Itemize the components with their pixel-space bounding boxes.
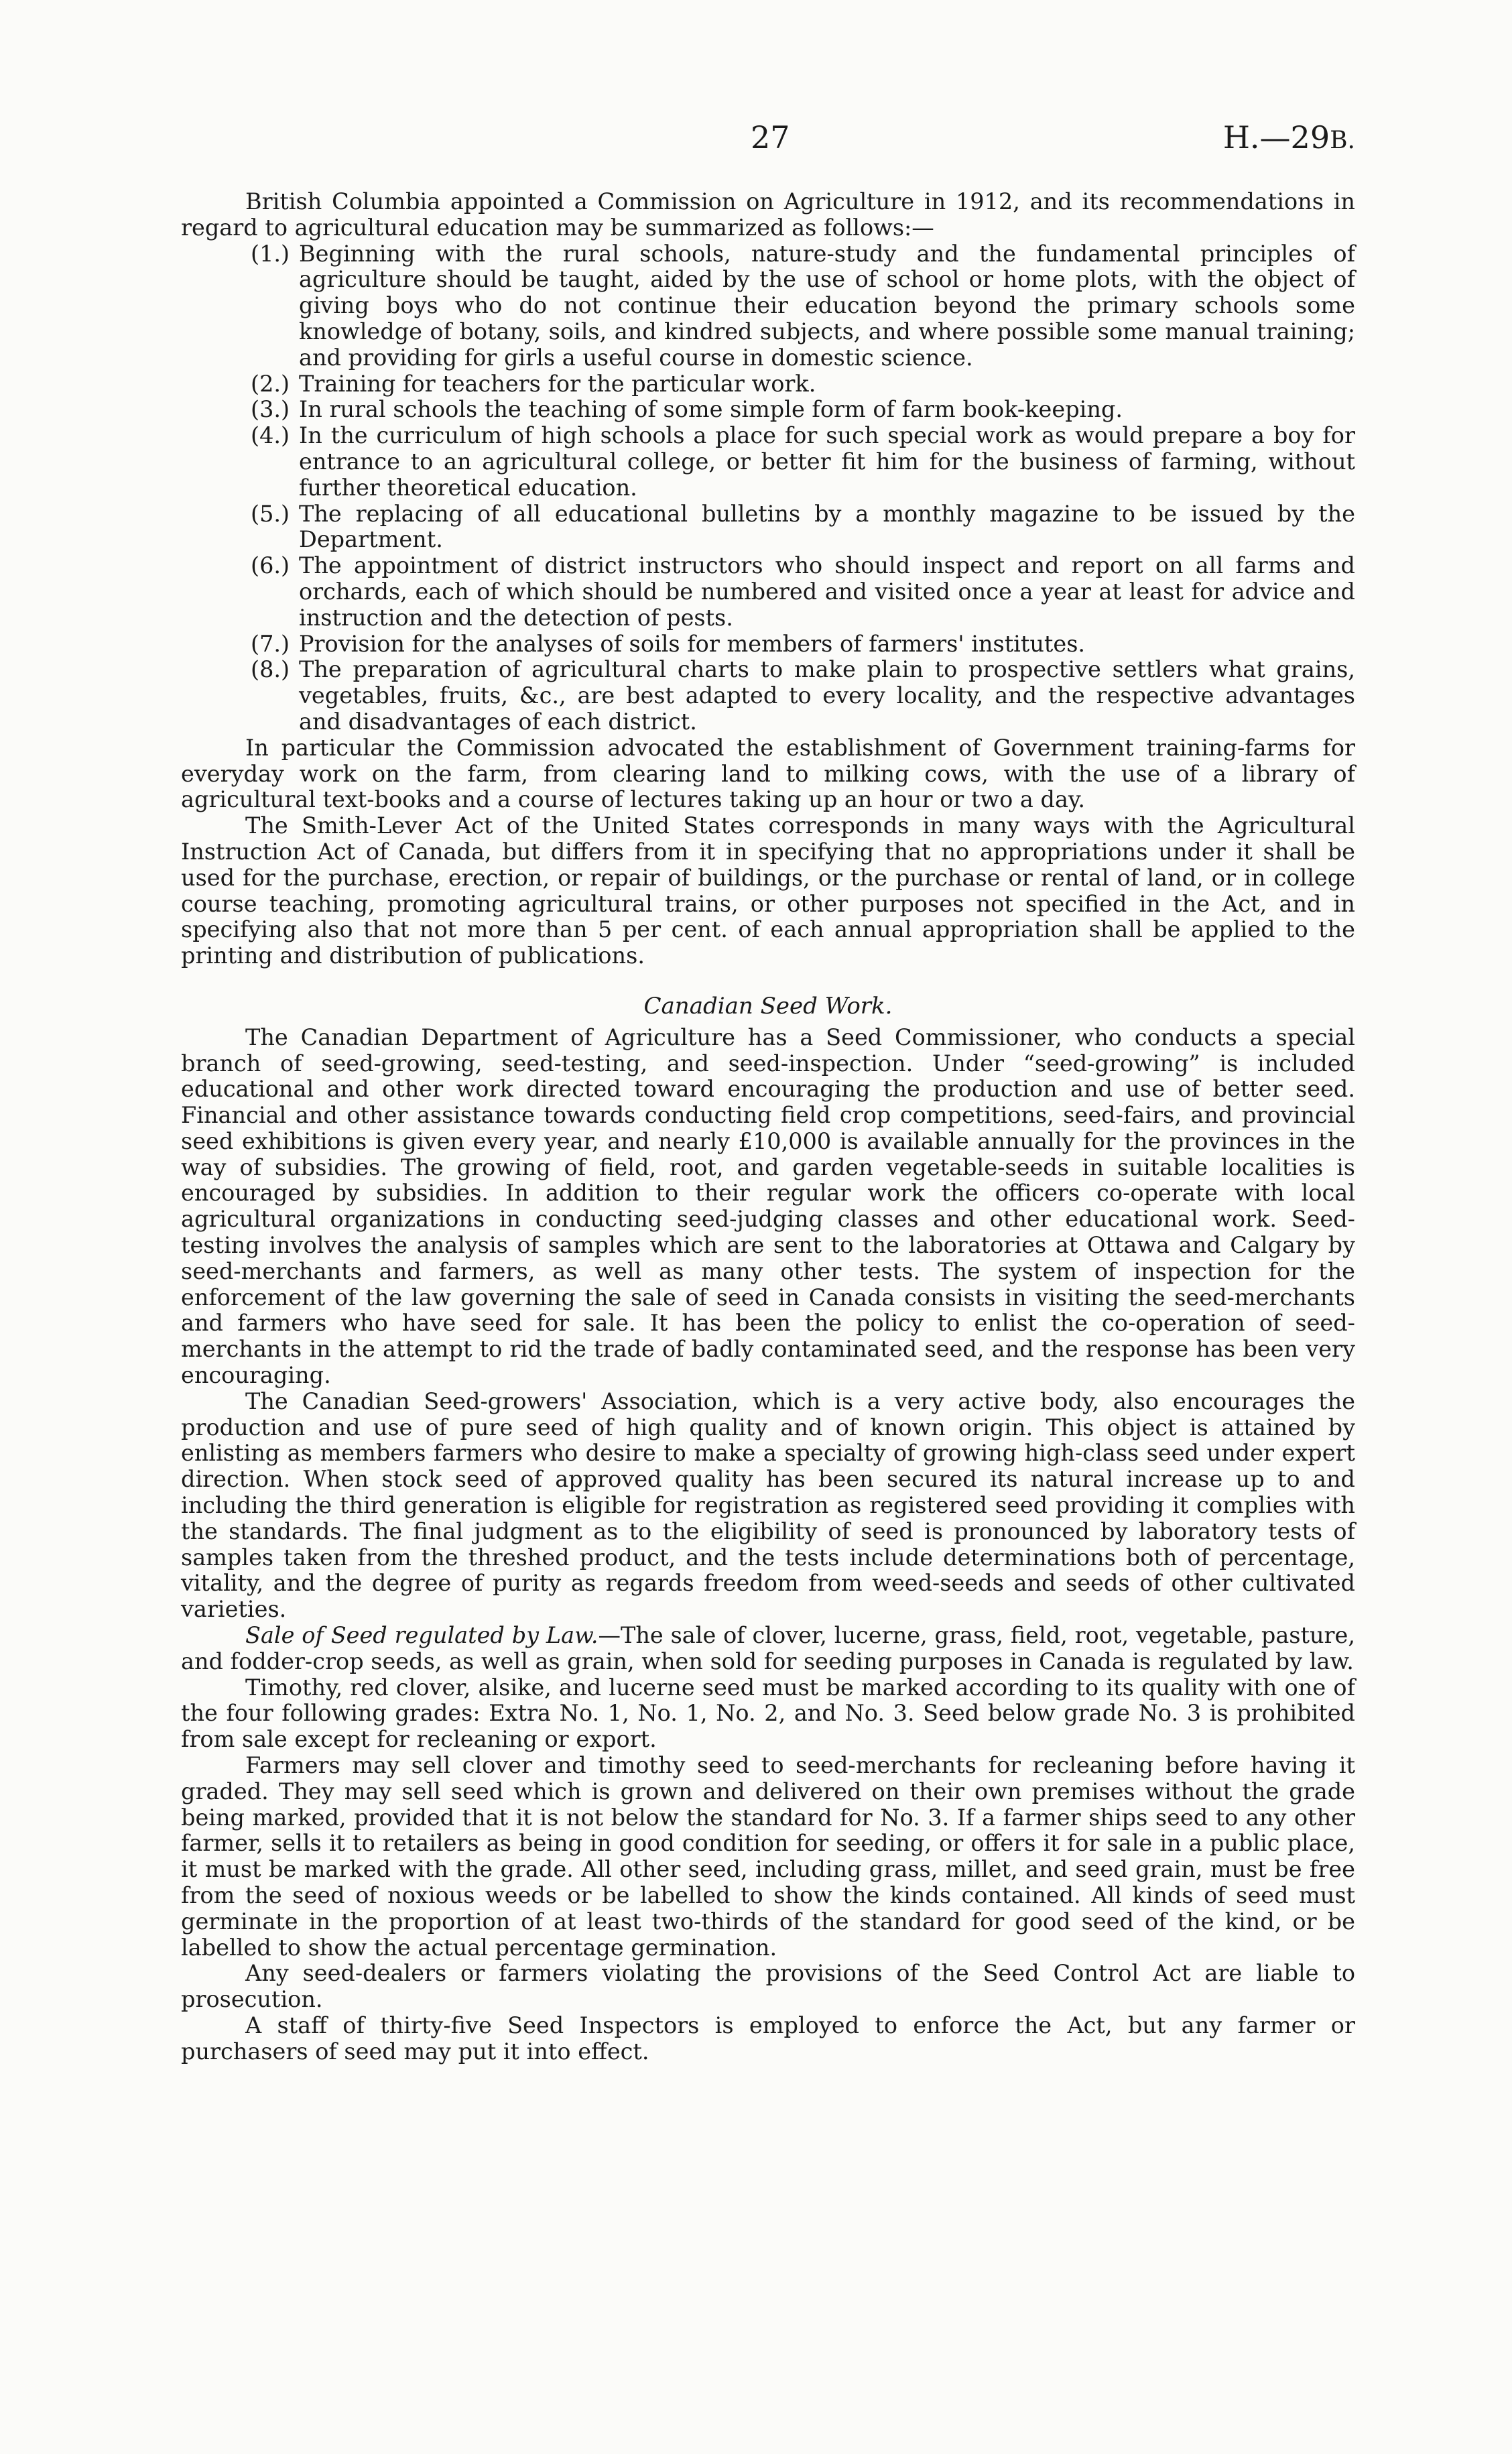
list-item-number: (2.) — [251, 370, 290, 397]
document-reference-suffix: B. — [1330, 127, 1355, 154]
sale-of-seed-subheading: Sale of Seed regulated by Law. — [245, 1622, 598, 1649]
document-reference-main: H.—29 — [1222, 119, 1330, 156]
intro-paragraph: British Columbia appointed a Commission on Agriculture in 1912, and its recommendations in regard to agricultural education may be summarized as follows:— — [181, 188, 1355, 241]
page-number: 27 — [751, 119, 790, 156]
list-item-text: Training for teachers for the particular work. — [299, 370, 816, 397]
list-item — [181, 553, 1355, 631]
list-item-text: The preparation of agricultural charts to make plain to prospective settlers what grains, vegetables, fruits, &c., are best adapted to every locality, and the respective advantages and disadvantages of each district. — [299, 656, 1355, 735]
prosecution-paragraph: Any seed-dealers or farmers violating the provisions of the Seed Control Act are liable to prosecution. — [181, 1960, 1355, 2013]
seed-commissioner-paragraph: The Canadian Department of Agriculture has a Seed Commissioner, who conducts a special branch of seed-growing, seed-testing, and seed-inspection. Under “seed-growing” is included educational and other work directed toward encouraging the production and use of better seed. Financial and other assistance towards conducting field crop competitions, seed-fairs, and provincial seed exhibitions is given every year, and nearly £10,000 is available annually for the provinces in the way of subsidies. The growing of field, root, and garden vegetable-seeds in suitable localities is encouraged by subsidies. In addition to their regular work the officers co-operate with local agricultural organizations in conducting seed-judging classes and other educational work. Seed-testing involves the analysis of samples which are sent to the laboratories at Ottawa and Calgary by seed-merchants and farmers, as well as many other tests. The system of inspection for the enforcement of the law governing the sale of seed in Canada consists in visiting the seed-merchants and farmers who have seed for sale. It has been the policy to enlist the co-operation of seed-merchants in the attempt to rid the trade of badly contaminated seed, and the response has been very encouraging. — [181, 1024, 1355, 1389]
list-item-text: In the curriculum of high schools a place for such special work as would prepare a boy for entrance to an agricultural college, or better fit him for the business of farming, without further theoretical education. — [299, 422, 1355, 501]
training-farms-paragraph: In particular the Commission advocated the establishment of Government training-farms for everyday work on the farm, from clearing land to milking cows, with the use of a library of agricultural text-books and a course of lectures taking up an hour or two a day. — [181, 734, 1355, 813]
list-item-text: In rural schools the teaching of some simple form of farm book-keeping. — [299, 396, 1123, 423]
list-item-text: The appointment of district instructors who should inspect and report on all farms and orchards, each of which should be numbered and visited once a year at least for advice and instruction and the detection of pests. — [299, 552, 1355, 631]
list-item-number: (8.) — [251, 656, 290, 683]
list-item-number: (6.) — [251, 552, 290, 579]
list-item — [181, 423, 1355, 501]
list-item-number: (4.) — [251, 422, 290, 449]
sale-of-seed-paragraph — [181, 1623, 1355, 1675]
grades-paragraph: Timothy, red clover, alsike, and lucerne seed must be marked according to its quality with one of the four following grades: Extra No. 1, No. 1, No. 2, and No. 3. Seed below grade No. 3 is prohibited from sale except for recleaning or export. — [181, 1674, 1355, 1753]
list-item — [181, 371, 1355, 397]
list-item — [181, 631, 1355, 658]
smith-lever-paragraph: The Smith-Lever Act of the United States corresponds in many ways with the Agricultural Instruction Act of Canada, but differs from it in specifying that no appropriations under it shall be used for the purchase, erection, or repair of buildings, or the purchase or rental of land, or in college course teaching, promoting agricultural trains, or other purposes not specified in the Act, and in specifying also that not more than 5 per cent. of each annual appropriation shall be applied to the printing and distribution of publications. — [181, 812, 1355, 969]
farmers-paragraph: Farmers may sell clover and timothy seed to seed-merchants for recleaning before having it graded. They may sell seed which is grown and delivered on their own premises without the grade being marked, provided that it is not below the standard for No. 3. If a farmer ships seed to any other farmer, sells it to retailers as being in good condition for seeding, or offers it for sale in a public place, it must be marked with the grade. All other seed, including grass, millet, and seed grain, must be free from the seed of noxious weeds or be labelled to show the kinds contained. All kinds of seed must germinate in the proportion of at least two-thirds of the standard for good seed of the kind, or be labelled to show the actual percentage germination. — [181, 1752, 1355, 1961]
list-item-number: (1.) — [251, 240, 290, 267]
document-reference — [1223, 119, 1355, 156]
section-heading: Canadian Seed Work. — [643, 992, 893, 1020]
page-header — [181, 119, 1355, 166]
list-item-text: The replacing of all educational bulletins by a monthly magazine to be issued by the Department. — [299, 500, 1355, 553]
list-item — [181, 657, 1355, 735]
list-item-number: (5.) — [251, 500, 290, 527]
list-item-text: Provision for the analyses of soils for members of farmers' institutes. — [299, 630, 1086, 657]
seed-growers-paragraph: The Canadian Seed-growers' Association, which is a very active body, also encourages the production and use of pure seed of high quality and of known origin. This object is attained by enlisting as members farmers who desire to make a specialty of growing high-class seed under expert direction. When stock seed of approved quality has been secured its natural increase up to and including the third generation is eligible for registration as registered seed providing it complies with the standards. The final judgment as to the eligibility of seed is pronounced by laboratory tests of samples taken from the threshed product, and the tests include determinations both of percentage, vitality, and the degree of purity as regards freedom from weed-seeds and seeds of other cultivated varieties. — [181, 1388, 1355, 1623]
body-text — [181, 189, 1355, 2065]
list-item-text: Beginning with the rural schools, nature-study and the fundamental principles of agriculture should be taught, aided by the use of school or home plots, with the object of giving boys who do not continue their education beyond the primary schools some knowledge of botany, soils, and kindred subjects, and where possible some manual training; and providing for girls a useful course in domestic science. — [299, 240, 1355, 371]
list-item-number: (7.) — [251, 630, 290, 657]
list-item-number: (3.) — [251, 396, 290, 423]
list-item — [181, 501, 1355, 554]
sale-of-seed-text: —The sale of clover, lucerne, grass, field, root, vegetable, pasture, and fodder-crop seeds, as well as grain, when sold for seeding purposes in Canada is regulated by law. — [181, 1622, 1356, 1674]
list-item — [181, 397, 1355, 423]
recommendations-list — [181, 241, 1355, 735]
list-item — [181, 241, 1355, 371]
inspectors-paragraph: A staff of thirty-five Seed Inspectors is employed to enforce the Act, but any farmer or purchasers of seed may put it into effect. — [181, 2012, 1355, 2065]
